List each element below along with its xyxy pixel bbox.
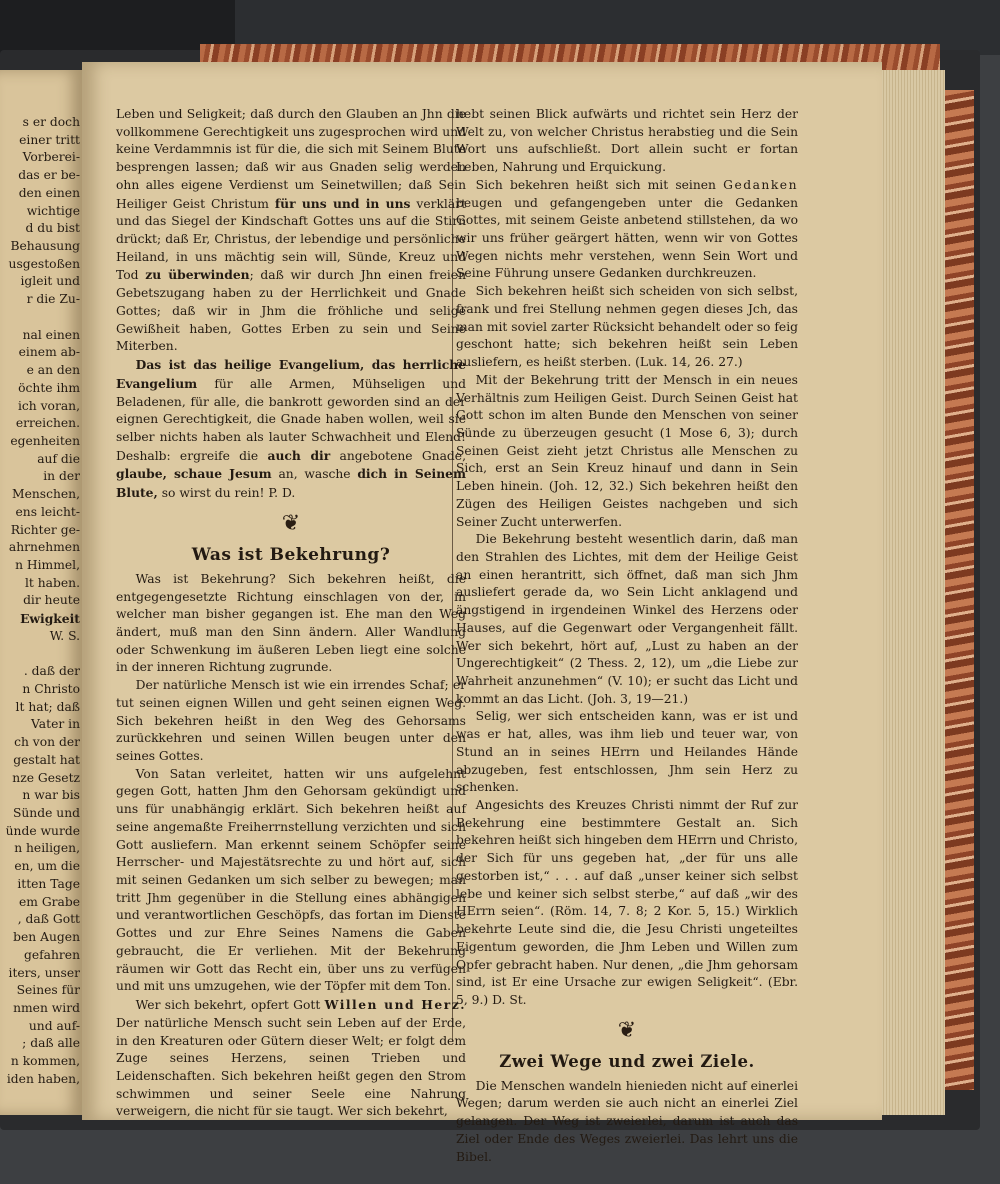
- left-page-line: s er doch: [22, 115, 80, 129]
- page-stack-edge: [873, 70, 945, 1115]
- left-page-line: gestalt hat: [13, 752, 80, 767]
- emphasis: Das ist das heilige Evangelium, das herrliche Evangelium: [116, 357, 466, 391]
- left-page-line: ben Augen: [13, 930, 80, 945]
- left-page-line: Seines für: [16, 983, 80, 998]
- text: ; daß wir durch Jhn einen freien Gebetszugang haben zu der Herrlichkeit und Gnade Gottes; daß wir in Jhm die fröhliche und selige Gewißheit haben, Gottes Erben zu sein und Seine Miterben.: [116, 268, 467, 354]
- text: Leben und Seligkeit; daß durch den Glauben an Jhn die vollkommene Gerechtigkeit uns zugesprochen wird und keine Verdammnis ist für die, die sich mit Seinem Blute besprengen lassen; daß wir aus Gnaden selig werden ohn alles eigene Verdienst um Seinetwillen; daß Sein Heiliger Geist Christum: [116, 107, 466, 211]
- ornament-icon: ❦: [281, 510, 301, 536]
- left-page-line: öchte ihm: [18, 380, 80, 395]
- left-page-line: itten Tage: [17, 876, 80, 891]
- left-page-line: Richter ge-: [10, 522, 80, 537]
- emphasis: glaube, schaue Jesum: [116, 466, 272, 482]
- left-page-line: das er be-: [18, 168, 80, 183]
- paragraph: Die Bekehrung besteht wesentlich darin, daß man den Strahlen des Lichtes, mit dem der Heilige Geist an einen herantritt, sich öffnet, daß man sich Jhm ausliefert gerade da, wo Sein Licht anklagend und ängstigend in irgendeinen Winkel des Herzens oder Hauses, auf die Gegenwart oder Vergangenheit fällt. Wer sich bekehrt, hört auf, „Lust zu haben an der Ungerechtigkeit“ (2 Thess. 2, 12), um „die Liebe zur Wahrheit anzunehmen“ (V. 10); er sucht das Licht und kommt an das Licht. (Joh. 3, 19—21.): [456, 532, 798, 706]
- left-page-line: egenheiten: [10, 433, 80, 448]
- left-page-line: e an den: [26, 363, 80, 378]
- left-page-line: lt haben.: [24, 575, 80, 590]
- paragraph: [116, 106, 466, 356]
- left-page-line: n Christo: [22, 682, 80, 696]
- left-page-line: , daß Gott: [17, 912, 80, 927]
- left-page-line: ens leicht-: [15, 504, 80, 519]
- left-page-line: r die Zu-: [26, 292, 80, 307]
- paragraph: Was ist Bekehrung? Sich bekehren heißt, die entgegengesetzte Richtung einschlagen von der, in welcher man bisher gegangen ist. Ehe man den Weg ändert, muß man den Sinn ändern. Aller Wandlung oder Schwenkung im äußeren Leben liegt eine solche in der inneren Richtung zugrunde.: [116, 571, 466, 675]
- left-page-line: ich voran,: [17, 398, 80, 413]
- text: angebotene Gnade,: [330, 448, 466, 463]
- emphasis: für uns und in uns: [274, 195, 411, 211]
- left-page-line: nal einen: [22, 327, 80, 342]
- left-page: [0, 70, 82, 1115]
- left-page-line: em Grabe: [18, 894, 80, 909]
- article-heading: Zwei Wege und zwei Ziele.: [499, 1051, 755, 1071]
- emphasis: Willen und Herz.: [324, 997, 466, 1013]
- left-page-line: igleit und: [20, 274, 80, 289]
- paragraph: Angesichts des Kreuzes Christi nimmt der Ruf zur Bekehrung eine bestimmtere Gestalt an. Sich bekehren heißt sich hingeben dem HErrn und Christo, der Sich für uns gegeben hat, „der für uns alle gestorben ist,“ . . . auf daß „unser keiner sich selbst lebe und keiner sich selbst sterbe,“ auf daß „wir des HErrn seien“. (Röm. 14, 7. 8; 2 Kor. 5, 15.) Wirklich bekehrte Leute sind die, die Jesu Christi ungeteiltes Eigentum geworden, die Jhm Leben und Willen zum Opfer gebracht haben. Nur denen, „die Jhm gehorsam sind, ist Er eine Ursache zur ewigen Seligkeit“. (Ebr. 5, 9.) D. St.: [456, 798, 798, 1007]
- left-page-line: ahrnehmen: [8, 540, 80, 555]
- left-page-line: dir heute: [23, 593, 80, 608]
- left-page-line: usgestoßen: [8, 256, 80, 271]
- left-page-line: W. S.: [49, 628, 80, 643]
- paragraph: [116, 356, 466, 503]
- left-page-line: n kommen,: [10, 1054, 80, 1069]
- left-page-line: d du bist: [25, 221, 80, 236]
- text: verklärt und das Siegel der Kindschaft Gottes uns auf die Stirn drückt; daß Er, Christus, der lebendige und persönliche Heiland, in uns mächtig sein will, Sünde, Kreuz und Tod: [116, 196, 467, 283]
- left-page-text: [0, 114, 80, 1089]
- paragraph: hebt seinen Blick aufwärts und richtet sein Herz der Welt zu, von welcher Christus herabstieg und die Sein Wort uns aufschließt. Dort allein sucht er fortan Leben, Nahrung und Erquickung.: [456, 107, 798, 175]
- left-page-line: gefahren: [23, 947, 80, 962]
- text: Wer sich bekehrt, opfert Gott: [135, 998, 325, 1013]
- left-page-line: erreichen.: [15, 416, 80, 431]
- left-page-line: den einen: [18, 185, 80, 200]
- left-page-line: Vater in: [31, 717, 80, 732]
- paragraph: Selig, wer sich entscheiden kann, was er ist und was er hat, alles, was ihm lieb und teuer war, von Stund an in seines HErrn und Heilandes Hände abzugeben, fest entschlossen, Jhm sein Herz zu schenken.: [456, 709, 798, 795]
- emphasis: auch dir: [267, 447, 331, 463]
- paragraph: [116, 996, 466, 1121]
- left-page-line: in der: [43, 469, 80, 484]
- emphasis: Gedanken: [723, 177, 798, 192]
- main-page: [82, 62, 882, 1164]
- left-page-line: iden haben,: [6, 1071, 80, 1086]
- paragraph: [456, 177, 798, 283]
- left-page-line: Ewigkeit: [20, 611, 80, 627]
- left-page-line: auf die: [37, 451, 80, 466]
- text: für alle Armen, Mühseligen und Beladenen, für alle, die bankrott geworden sind an der eignen Gerechtigkeit, die Gnade haben wollen, weil sie selber nichts haben als lauter Schwachheit und Elend! Deshalb: ergreife die: [116, 376, 466, 463]
- left-page-line: ; daß alle: [22, 1036, 80, 1051]
- left-page-line: einem ab-: [18, 345, 80, 360]
- left-page-line: nze Gesetz: [12, 770, 80, 785]
- paragraph: Mit der Bekehrung tritt der Mensch in ein neues Verhältnis zum Heiligen Geist. Durch Seinen Geist hat Gott schon im alten Bunde den Menschen von seiner Sünde zu überzeugen gesucht (1 Mose 6, 3); durch Seinen Geist zieht jetzt Christus alle Menschen zu Sich, erst an Sein Kreuz hinauf und dann in Sein Leben hinein. (Joh. 12, 32.) Sich bekehren heißt den Zügen des Heiligen Geistes nachgeben und sich Seiner Zucht unterwerfen.: [456, 372, 798, 529]
- paragraph: Der natürliche Mensch ist wie ein irrendes Schaf; er tut seinen eignen Willen und geht seinen eignen Weg. Sich bekehren heißt in den Weg des Gehorsams zurückkehren und seinen Willen beugen unter den seines Gottes.: [116, 678, 466, 763]
- paragraph: Die Menschen wandeln hienieden nicht auf einerlei Wegen; darum werden sie auch nicht an einerlei Ziel gelangen. Der Weg ist zweierlei, darum ist auch das Ziel oder Ende des Weges zweierlei. Das lehrt uns die Bibel.: [456, 1078, 798, 1164]
- left-page-line: ünde wurde: [5, 823, 80, 838]
- emphasis: zu überwinden: [145, 267, 250, 283]
- left-page-line: Behausung: [10, 239, 80, 254]
- text: so wirst du rein! P. D.: [157, 486, 296, 501]
- ornament-icon: ❦: [617, 1017, 637, 1043]
- paragraph: Von Satan verleitet, hatten wir uns aufgelehnt gegen Gott, hatten Jhm den Gehorsam gekündigt und uns für unabhängig erklärt. Sich bekehren heißt auf seine angemaßte Freiherrnstellung verzichten und sich Gott ausliefern. Man erkennt seinem Schöpfer seine Herrscher- und Majestätsrechte zu und hört auf, sich mit seinen Gedanken um sich selber zu bewegen; man tritt Jhm gegenüber in die Stellung eines abhängigen und verantwortlichen Geschöpfs, das fortan im Dienste Gottes und zur Ehre Seines Namens die Gaben gebraucht, die Er verliehen. Mit der Bekehrung räumen wir Gott das Recht ein, über uns zu verfügen und mit uns umzugehen, wie der Töpfer mit dem Ton.: [116, 766, 466, 994]
- left-page-line: . daß der: [23, 664, 80, 679]
- text: beugen und gefangengeben unter die Gedanken Gottes, mit seinem Geiste anbetend stillstehen, da wo wir uns früher geärgert hätten, wenn wir von Gottes Wegen nichts mehr verstehen, wenn Sein Wort und Seine Führung unsere Gedanken durchkreuzen.: [456, 195, 798, 281]
- paragraph: Sich bekehren heißt sich scheiden von sich selbst, frank und frei Stellung nehmen gegen dieses Jch, das man mit soviel zarter Rücksicht behandelt oder so feig geschont hatte; sich bekehren heißt sein Leben ausliefern, es heißt sterben. (Luk. 14, 26. 27.): [456, 284, 798, 370]
- left-page-line: und auf-: [28, 1018, 80, 1033]
- column-right: [456, 106, 798, 1166]
- emphasis: dich in Seinem Blute,: [116, 466, 467, 501]
- spacer: [0, 646, 80, 664]
- left-page-line: ch von der: [14, 735, 80, 750]
- left-page-line: Sünde und: [12, 806, 80, 821]
- left-page-line: einer tritt: [19, 132, 80, 147]
- left-page-line: n war bis: [22, 788, 80, 803]
- left-page-line: lt hat; daß: [15, 699, 80, 714]
- spacer: [0, 309, 80, 327]
- left-page-line: en, um die: [14, 859, 80, 874]
- left-page-line: nmen wird: [13, 1000, 80, 1015]
- left-page-line: Vorberei-: [22, 150, 80, 165]
- left-page-line: Menschen,: [11, 487, 80, 502]
- left-page-line: n Himmel,: [15, 557, 80, 572]
- text: Sich bekehren heißt sich mit seinen: [475, 177, 724, 192]
- text: an, wasche: [271, 467, 358, 482]
- left-page-line: n heiligen,: [14, 841, 80, 856]
- text: Der natürliche Mensch sucht sein Leben auf der Erde, in den Kreaturen oder Gütern dieser Welt; er folgt dem Zuge seines Herzens, seinen Trieben und Leidenschaften. Sich bekehren heißt gegen den Strom schwimmen und seiner Seele eine Nahrung verweigern, die nicht für sie taugt. Wer sich bekehrt,: [116, 1015, 466, 1119]
- left-page-line: wichtige: [26, 203, 80, 218]
- left-page-line: iters, unser: [8, 965, 80, 980]
- column-left: [116, 106, 466, 1121]
- article-heading: Was ist Bekehrung?: [191, 544, 391, 565]
